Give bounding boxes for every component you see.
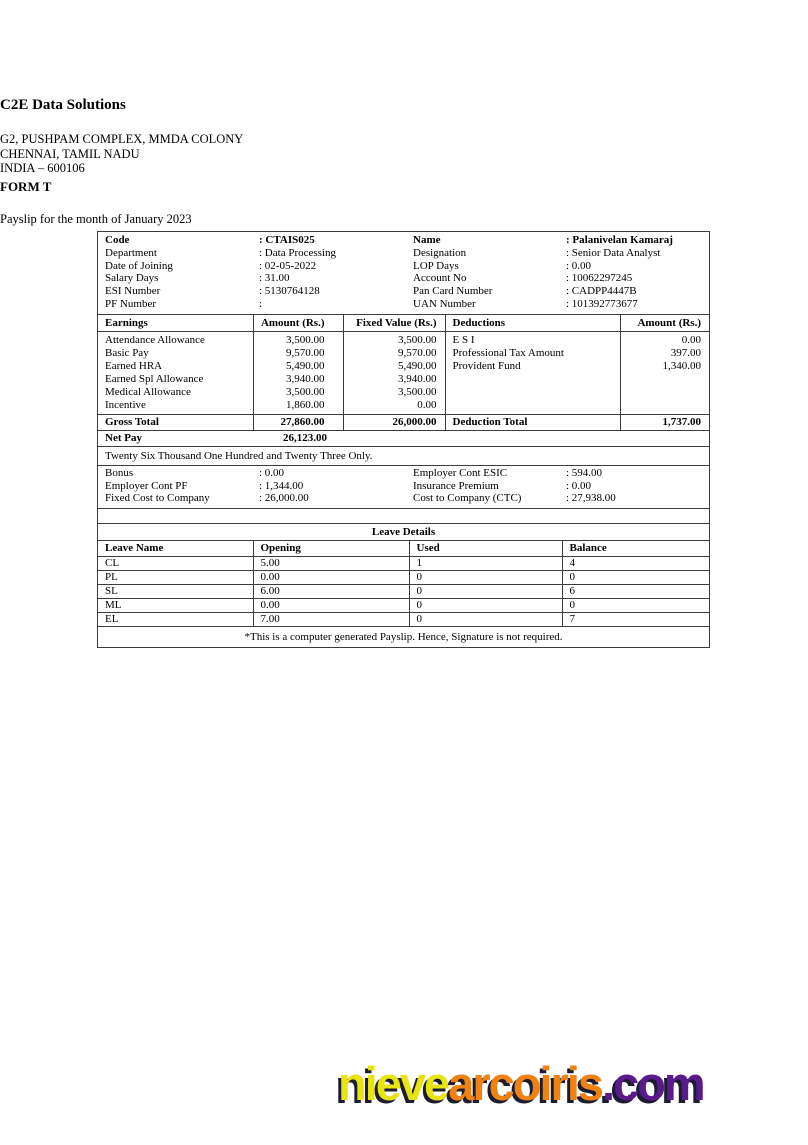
info-value: : 101392773677	[566, 297, 638, 310]
employee-info-row	[98, 260, 709, 273]
earning-amount: 5,490.00	[253, 360, 343, 373]
leave-row	[98, 557, 709, 571]
earning-amount: 1,860.00	[253, 399, 343, 415]
earning-fixed: 0.00	[343, 399, 445, 415]
earnings-row	[98, 373, 709, 386]
leave-balance: 4	[562, 557, 709, 571]
ctc-row	[98, 467, 709, 480]
leave-used: 0	[409, 585, 562, 599]
leave-name: ML	[98, 599, 253, 613]
earning-name: Earned HRA	[105, 359, 163, 372]
deduction-name: Professional Tax Amount	[445, 347, 620, 360]
leave-row	[98, 613, 709, 627]
info-label: Name	[413, 234, 441, 246]
leave-opening: 7.00	[253, 613, 409, 627]
info-label: LOP Days	[413, 259, 459, 272]
info-label: Department	[105, 246, 157, 259]
earning-amount: 3,500.00	[253, 331, 343, 347]
earning-amount: 9,570.00	[253, 347, 343, 360]
earning-fixed: 9,570.00	[343, 347, 445, 360]
ctc-label: Bonus	[105, 466, 134, 479]
net-pay-label: Net Pay	[105, 431, 142, 444]
ctc-label: Insurance Premium	[413, 479, 499, 492]
leave-opening-header: Opening	[253, 541, 409, 557]
info-value: : Data Processing	[259, 246, 336, 259]
earning-name: Medical Allowance	[105, 385, 191, 398]
info-value: : 02-05-2022	[259, 259, 317, 272]
leave-balance: 0	[562, 599, 709, 613]
leave-opening: 0.00	[253, 571, 409, 585]
leave-balance: 6	[562, 585, 709, 599]
deduction-amount: 0.00	[620, 331, 709, 347]
ctc-value: : 594.00	[566, 466, 603, 479]
earnings-header: Earnings	[98, 314, 253, 331]
info-label: Designation	[413, 246, 467, 259]
earnings-row	[98, 331, 709, 347]
info-value: : CTAIS025	[259, 234, 315, 246]
leave-opening: 0.00	[253, 599, 409, 613]
earning-amount: 3,940.00	[253, 373, 343, 386]
deduction-total-amount: 1,737.00	[620, 414, 709, 430]
earning-fixed: 3,500.00	[343, 386, 445, 399]
leave-balance: 0	[562, 571, 709, 585]
leave-details-table	[98, 540, 709, 626]
leave-used: 1	[409, 557, 562, 571]
gross-total-amount: 27,860.00	[253, 414, 343, 430]
leave-details-title: Leave Details	[98, 523, 709, 540]
gross-total-row	[98, 414, 709, 430]
ctc-section	[98, 465, 709, 508]
employee-info-row	[98, 247, 709, 260]
deduction-amount: 1,340.00	[620, 360, 709, 373]
ctc-value: : 1,344.00	[259, 479, 304, 492]
ctc-value: : 26,000.00	[259, 492, 309, 505]
ctc-row	[98, 492, 709, 505]
payslip-month-title: Payslip for the month of January 2023	[0, 212, 192, 226]
gross-total-label: Gross Total	[98, 414, 253, 430]
net-pay-row	[98, 430, 709, 446]
site-watermark	[338, 1056, 704, 1112]
info-value: :	[259, 297, 263, 310]
leave-name: EL	[98, 613, 253, 627]
info-value: : Senior Data Analyst	[566, 246, 661, 259]
address-line-2: CHENNAI, TAMIL NADU	[0, 146, 140, 161]
employee-info-row	[98, 285, 709, 298]
ctc-label: Fixed Cost to Company	[105, 492, 210, 505]
info-label: Pan Card Number	[413, 285, 493, 298]
gross-total-fixed: 26,000.00	[343, 414, 445, 430]
employee-info-row	[98, 272, 709, 285]
spacer-row	[98, 508, 709, 523]
watermark-part-2: arcoiris	[448, 1057, 603, 1110]
leave-name-header: Leave Name	[105, 542, 164, 555]
address-line-3: INDIA – 600106	[0, 161, 85, 175]
ctc-value: : 0.00	[566, 479, 592, 492]
leave-used: 0	[409, 613, 562, 627]
leave-row	[98, 599, 709, 613]
info-value: : 10062297245	[566, 272, 633, 285]
leave-opening: 5.00	[253, 557, 409, 571]
ctc-label: Cost to Company (CTC)	[413, 492, 522, 505]
ctc-label: Employer Cont PF	[105, 479, 188, 492]
earning-fixed: 3,500.00	[343, 331, 445, 347]
earning-name: Incentive	[105, 398, 146, 411]
leave-row	[98, 585, 709, 599]
watermark-part-1: nieve	[338, 1057, 449, 1110]
earnings-row	[98, 399, 709, 415]
net-pay-in-words: Twenty Six Thousand One Hundred and Twenty Three Only.	[98, 446, 709, 465]
info-label: Salary Days	[105, 272, 159, 285]
info-value: : Palanivelan Kamaraj	[566, 234, 673, 246]
earnings-row	[98, 360, 709, 373]
deduction-name: E S I	[445, 331, 620, 347]
ctc-row	[98, 480, 709, 493]
computer-generated-note: *This is a computer generated Payslip. Hence, Signature is not required.	[98, 626, 709, 647]
info-value: : CADPP4447B	[566, 285, 637, 298]
leave-used: 0	[409, 599, 562, 613]
leave-used-header: Used	[409, 541, 562, 557]
ctc-value: : 0.00	[259, 466, 285, 479]
watermark-part-3: .com	[602, 1057, 704, 1110]
info-label: Date of Joining	[105, 259, 173, 272]
company-name: C2E Data Solutions	[0, 97, 126, 113]
earning-name: Earned Spl Allowance	[105, 372, 204, 385]
payslip-table	[97, 231, 710, 648]
net-pay-amount: 26,123.00	[283, 431, 327, 444]
earnings-row	[98, 386, 709, 399]
ctc-value: : 27,938.00	[566, 492, 616, 505]
deduction-amount-header: Amount (Rs.)	[620, 314, 709, 331]
leave-header-row	[98, 541, 709, 557]
info-value: : 5130764128	[259, 285, 320, 298]
info-value: : 0.00	[566, 259, 592, 272]
leave-name: SL	[98, 585, 253, 599]
info-label: UAN Number	[413, 297, 476, 310]
employee-info-section	[98, 232, 709, 314]
company-address	[0, 132, 808, 176]
info-value: : 31.00	[259, 272, 290, 285]
leave-name: PL	[98, 571, 253, 585]
employee-info-row	[98, 298, 709, 311]
info-label: Code	[105, 234, 130, 246]
earnings-deductions-table	[98, 314, 709, 430]
earning-name: Basic Pay	[105, 346, 149, 359]
leave-balance: 7	[562, 613, 709, 627]
earning-amount: 3,500.00	[253, 386, 343, 399]
leave-opening: 6.00	[253, 585, 409, 599]
earning-fixed: 5,490.00	[343, 360, 445, 373]
leave-row	[98, 571, 709, 585]
info-label: PF Number	[105, 297, 157, 310]
info-label: Account No	[413, 272, 467, 285]
earning-fixed: 3,940.00	[343, 373, 445, 386]
earnings-header-row	[98, 314, 709, 331]
address-line-1: G2, PUSHPAM COMPLEX, MMDA COLONY	[0, 132, 244, 146]
earning-name: Attendance Allowance	[105, 333, 205, 346]
deduction-amount: 397.00	[620, 347, 709, 360]
leave-balance-header: Balance	[562, 541, 709, 557]
employee-info-row	[98, 234, 709, 247]
deduction-name: Provident Fund	[445, 360, 620, 373]
deductions-header: Deductions	[445, 314, 620, 331]
form-title: FORM T	[0, 179, 52, 194]
info-label: ESI Number	[105, 285, 161, 298]
earnings-row	[98, 347, 709, 360]
leave-used: 0	[409, 571, 562, 585]
ctc-label: Employer Cont ESIC	[413, 466, 508, 479]
deduction-total-label: Deduction Total	[445, 414, 620, 430]
amount-header: Amount (Rs.)	[253, 314, 343, 331]
leave-name: CL	[98, 557, 253, 571]
fixed-value-header: Fixed Value (Rs.)	[343, 314, 445, 331]
